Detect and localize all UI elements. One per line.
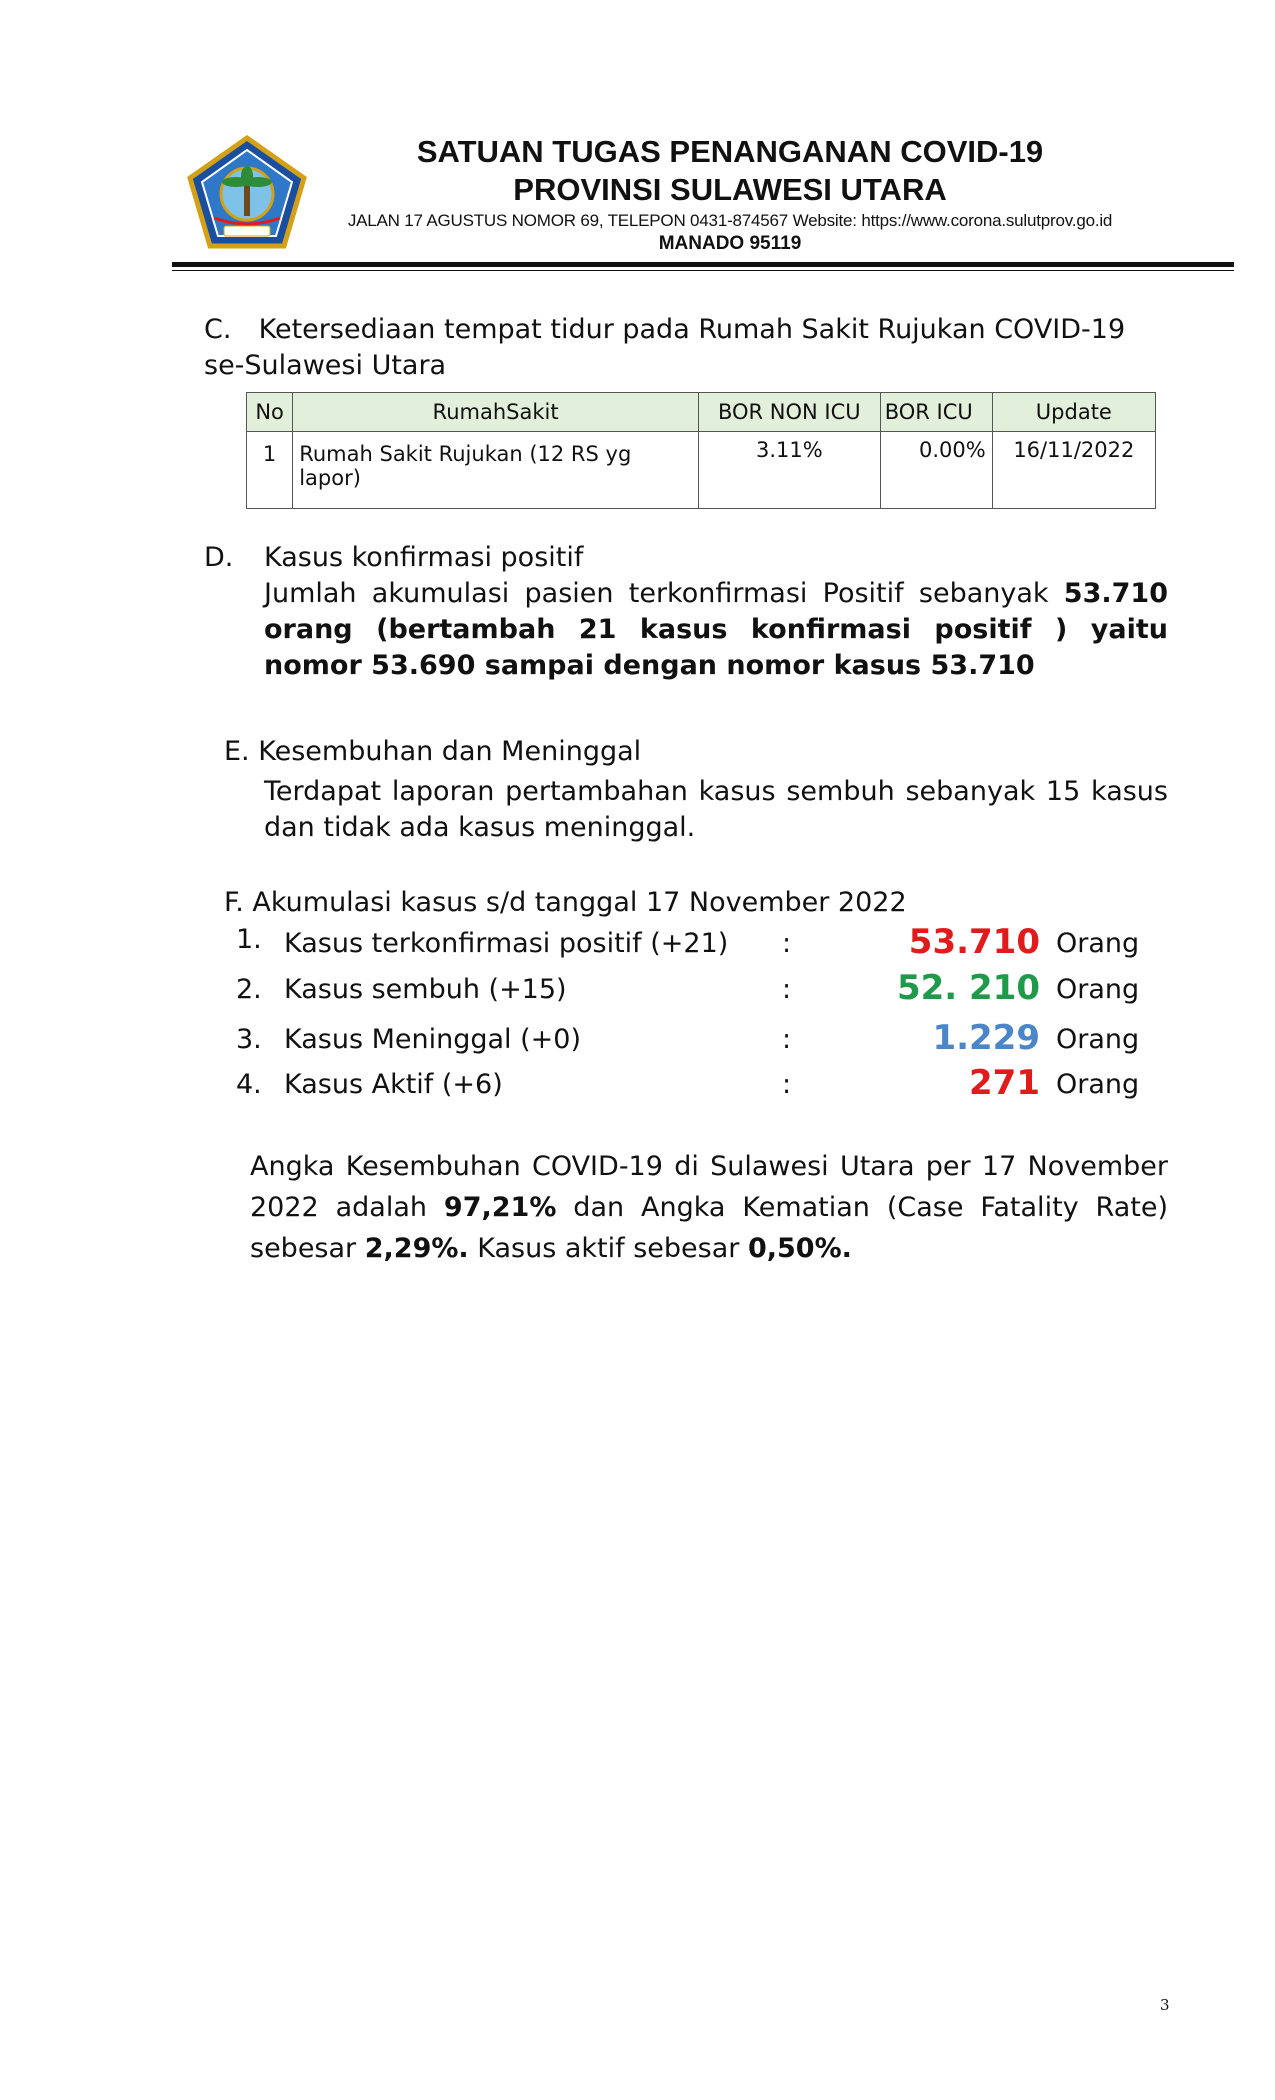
case-row-recovered bbox=[236, 968, 1140, 1018]
header-address: JALAN 17 AGUSTUS NOMOR 69, TELEPON 0431-874567 Website: https://www.corona.sulutprov.go.id bbox=[347, 211, 1113, 230]
summary-text: dan Angka Kematian (Case Fatality Rate) sebesar bbox=[250, 1192, 1168, 1264]
case-row-number: 2. bbox=[236, 974, 262, 1005]
cell-no: 1 bbox=[247, 432, 293, 509]
section-f-letter: F. bbox=[224, 887, 244, 918]
section-c-title bbox=[204, 312, 1164, 384]
case-row-unit: Orang bbox=[1056, 1024, 1140, 1055]
cell-bor-icu: 0.00% bbox=[880, 432, 992, 509]
section-d-title: Kasus konfirmasi positif bbox=[264, 542, 584, 573]
section-e-letter: E. bbox=[224, 736, 250, 767]
table-row bbox=[247, 432, 1156, 509]
case-row-number: 4. bbox=[236, 1069, 262, 1100]
case-row-number: 1. bbox=[236, 924, 262, 955]
section-c-heading: Ketersediaan tempat tidur pada Rumah Sakit Rujukan COVID-19 se-Sulawesi Utara bbox=[204, 314, 1126, 381]
case-row-deaths bbox=[236, 1018, 1140, 1068]
summary-paragraph bbox=[250, 1146, 1168, 1269]
section-e-body: Terdapat laporan pertambahan kasus sembuh sebanyak 15 kasus dan tidak ada kasus meninggal. bbox=[264, 776, 1168, 843]
col-no: No bbox=[247, 393, 293, 432]
col-update: Update bbox=[992, 393, 1155, 432]
col-hospital: RumahSakit bbox=[293, 393, 699, 432]
fatality-rate: 2,29%. bbox=[364, 1233, 469, 1264]
case-row-colon: : bbox=[782, 1069, 792, 1100]
section-d-body-text: Jumlah akumulasi pasien terkonfirmasi Positif sebanyak bbox=[264, 578, 1064, 609]
case-row-colon: : bbox=[782, 1024, 792, 1055]
case-row-value: 53.710 bbox=[908, 922, 1040, 962]
case-row-label: Kasus Meninggal (+0) bbox=[284, 1024, 582, 1055]
section-c-letter: C. bbox=[204, 314, 232, 345]
cell-hospital: Rumah Sakit Rujukan (12 RS yg lapor) bbox=[293, 432, 699, 509]
active-rate: 0,50%. bbox=[747, 1233, 852, 1264]
cell-bor-non-icu: 3.11% bbox=[698, 432, 880, 509]
header-divider-thin bbox=[172, 270, 1234, 271]
case-row-value: 52. 210 bbox=[896, 968, 1040, 1008]
header-divider-thick bbox=[172, 262, 1234, 267]
bed-occupancy-table bbox=[246, 392, 1156, 509]
summary-text: Kasus aktif sebesar bbox=[468, 1233, 748, 1264]
case-row-confirmed bbox=[236, 922, 1140, 972]
case-row-unit: Orang bbox=[1056, 1069, 1140, 1100]
header-title-line2: PROVINSI SULAWESI UTARA bbox=[513, 172, 947, 207]
section-d-body-highlight: 53.710 orang (bertambah 21 kasus konfirmasi positif ) yaitu nomor 53.690 sampai dengan nomor kasus 53.710 bbox=[264, 578, 1168, 681]
case-row-number: 3. bbox=[236, 1024, 262, 1055]
case-row-colon: : bbox=[782, 974, 792, 1005]
cell-update: 16/11/2022 bbox=[992, 432, 1155, 509]
case-row-value: 271 bbox=[969, 1063, 1040, 1103]
header-title-line1: SATUAN TUGAS PENANGANAN COVID-19 bbox=[416, 134, 1044, 169]
header-city: MANADO 95119 bbox=[658, 233, 802, 254]
table-header-row bbox=[247, 393, 1156, 432]
section-e-title bbox=[224, 734, 641, 770]
page-number: 3 bbox=[1160, 1996, 1170, 2014]
section-f-heading: Akumulasi kasus s/d tanggal 17 November 2022 bbox=[252, 887, 907, 918]
section-d-body bbox=[264, 576, 1168, 684]
case-row-label: Kasus sembuh (+15) bbox=[284, 974, 567, 1005]
provincial-emblem-icon bbox=[184, 134, 310, 254]
recovery-rate: 97,21% bbox=[443, 1192, 557, 1223]
case-row-active bbox=[236, 1063, 1140, 1113]
col-bor-icu: BOR ICU bbox=[880, 393, 992, 432]
section-f-title bbox=[224, 885, 907, 921]
case-row-unit: Orang bbox=[1056, 974, 1140, 1005]
case-row-value: 1.229 bbox=[932, 1018, 1040, 1058]
case-row-label: Kasus Aktif (+6) bbox=[284, 1069, 503, 1100]
section-d-letter: D. bbox=[204, 542, 234, 573]
section-e-heading: Kesembuhan dan Meninggal bbox=[258, 736, 642, 767]
col-bor-non-icu: BOR NON ICU bbox=[698, 393, 880, 432]
case-row-colon: : bbox=[782, 928, 792, 959]
summary-text: Angka Kesembuhan COVID-19 di Sulawesi Utara per 17 November 2022 adalah bbox=[250, 1151, 1168, 1223]
case-row-unit: Orang bbox=[1056, 928, 1140, 959]
case-row-label: Kasus terkonfirmasi positif (+21) bbox=[284, 928, 729, 959]
